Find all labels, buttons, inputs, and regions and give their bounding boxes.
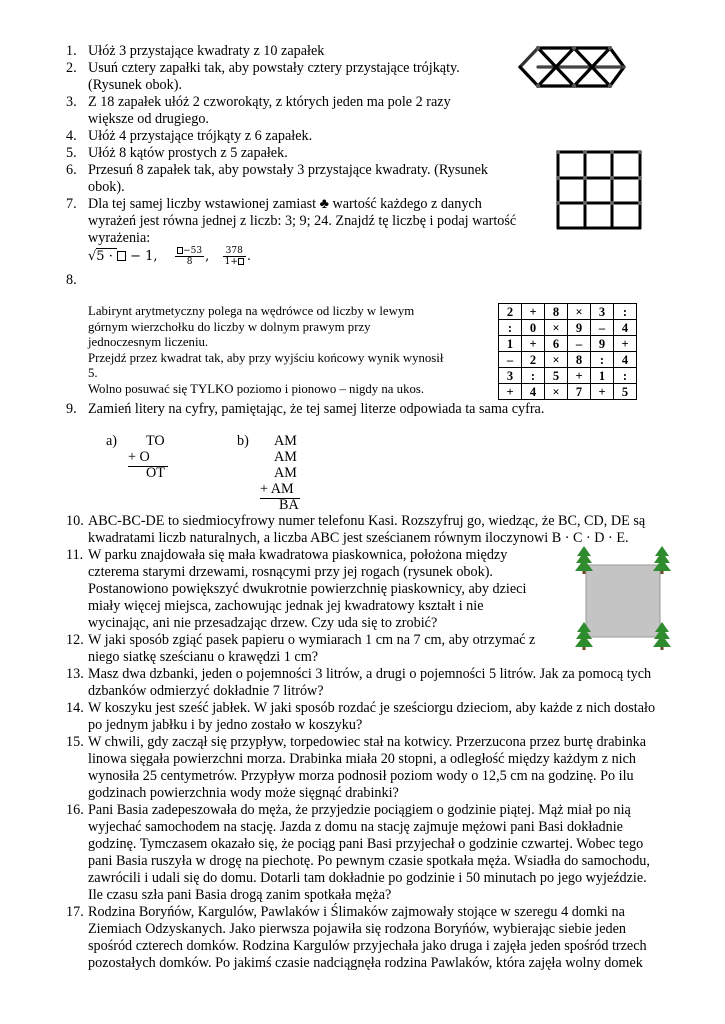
maze-cell: : bbox=[614, 304, 637, 320]
maze-cell: – bbox=[499, 352, 522, 368]
task-8-line-3: jednoczesnym liczeniu. bbox=[88, 335, 209, 349]
fraction-1: $\frac{-53}{8}$ bbox=[175, 246, 204, 267]
maze-cell: + bbox=[614, 336, 637, 352]
cryptarithm-a-label: a) bbox=[106, 433, 118, 449]
maze-cell: × bbox=[568, 304, 591, 320]
maze-cell: : bbox=[522, 368, 545, 384]
task-15-line-3: wynosiła 25 centymetrów. Przypływ morza podnosił poziom wody o 12,5 cm na godzinę. Po ilu bbox=[88, 768, 634, 784]
arithmetic-maze-table bbox=[498, 303, 637, 400]
task-17-line-2: Ziemiach Odzyskanych. Jako pierwsza pojawiła się rodzona Boryńów, wybierając siebie jeden bbox=[88, 921, 627, 937]
maze-cell: + bbox=[568, 368, 591, 384]
task-8-line-5: 5. bbox=[88, 366, 98, 380]
task-7-line-1: Dla tej samej liczby wstawionej zamiast ♣ wartość każdego z danych bbox=[88, 196, 482, 212]
matchstick-grid-figure bbox=[554, 148, 644, 232]
task-7-expressions: √5 · − 1, $\frac{-53}{8}$ , $\frac{378}{1+}$ . bbox=[88, 246, 252, 267]
maze-cell: 8 bbox=[545, 304, 568, 320]
maze-cell: 9 bbox=[568, 320, 591, 336]
maze-row bbox=[499, 368, 637, 384]
club-placeholder bbox=[117, 251, 126, 261]
task-number: 16. bbox=[66, 802, 84, 818]
maze-cell: 1 bbox=[499, 336, 522, 352]
maze-cell: 2 bbox=[499, 304, 522, 320]
task-number: 10. bbox=[66, 513, 84, 529]
task-number: 7. bbox=[66, 196, 77, 212]
task-number: 3. bbox=[66, 94, 77, 110]
maze-cell: : bbox=[614, 368, 637, 384]
maze-cell: 3 bbox=[499, 368, 522, 384]
maze-row bbox=[499, 320, 637, 336]
cryptarithm-a-result: OT bbox=[146, 465, 165, 481]
task-5-line-1: Ułóż 8 kątów prostych z 5 zapałek. bbox=[88, 145, 288, 161]
task-number: 2. bbox=[66, 60, 77, 76]
maze-cell: 4 bbox=[614, 320, 637, 336]
cryptarithm-a-row: + O bbox=[128, 449, 168, 467]
task-1-line-1: Ułóż 3 przystające kwadraty z 10 zapałek bbox=[88, 43, 325, 59]
sandbox-square bbox=[586, 565, 660, 637]
maze-row bbox=[499, 384, 637, 400]
maze-cell: × bbox=[545, 384, 568, 400]
maze-cell: 7 bbox=[568, 384, 591, 400]
tree-icon bbox=[653, 546, 671, 574]
maze-cell: + bbox=[522, 304, 545, 320]
fraction-2: $\frac{378}{1+}$ bbox=[223, 246, 246, 267]
cryptarithm-a-row: TO bbox=[146, 433, 165, 449]
task-13-line-1: Masz dwa dzbanki, jeden o pojemności 3 litrów, a drugi o pojemności 5 litrów. Jak za pomocą tych bbox=[88, 666, 652, 682]
task-number: 5. bbox=[66, 145, 77, 161]
task-8-line-1: Labirynt arytmetyczny polega na wędrówce od liczby w lewym bbox=[88, 304, 415, 318]
maze-cell: × bbox=[545, 320, 568, 336]
maze-cell: 5 bbox=[614, 384, 637, 400]
sqrt-expression: √5 · bbox=[88, 249, 126, 264]
cryptarithm-b-result: BA bbox=[279, 497, 299, 513]
task-17-line-1: Rodzina Boryńów, Kargulów, Pawlaków i Ślimaków zajmowały stojące w szeregu 4 domki na bbox=[88, 904, 625, 920]
task-8-line-6: Wolno posuwać się TYLKO poziomo i pionowo – nigdy na ukos. bbox=[88, 382, 425, 396]
tree-icon bbox=[575, 546, 593, 574]
task-11-line-1: W parku znajdowała się mała kwadratowa piaskownica, położona między bbox=[88, 547, 508, 563]
task-8-line-2: górnym wierzchołku do liczby w dolnym prawym przy bbox=[88, 320, 371, 334]
task-11-line-5: wycinając, ani nie przesadzając drzew. Czy uda się to zrobić? bbox=[88, 615, 438, 631]
task-7-line-3: wyrażenia: bbox=[88, 230, 151, 246]
task-2-line-2: (Rysunek obok). bbox=[88, 77, 183, 93]
task-14-line-1: W koszyku jest sześć jabłek. W jaki sposób rozdać je sześciorgu dzieciom, aby każde z nich dostało bbox=[88, 700, 656, 716]
task-number: 1. bbox=[66, 43, 77, 59]
task-3-line-1: Z 18 zapałek ułóż 2 czworokąty, z których jeden ma pole 2 razy bbox=[88, 94, 451, 110]
task-number: 9. bbox=[66, 401, 77, 417]
task-3-line-2: większe od drugiego. bbox=[88, 111, 209, 127]
cryptarithm-b-row: AM bbox=[274, 433, 297, 449]
maze-row bbox=[499, 352, 637, 368]
task-13-line-2: dzbanków odmierzyć dokładnie 7 litrów? bbox=[88, 683, 324, 699]
maze-cell: 2 bbox=[522, 352, 545, 368]
task-8-line-4: Przejdź przez kwadrat tak, aby przy wyjściu końcowy wynik wynosił bbox=[88, 351, 444, 365]
cryptarithm-b-label: b) bbox=[237, 433, 249, 449]
task-6-line-2: obok). bbox=[88, 179, 125, 195]
maze-cell: – bbox=[568, 336, 591, 352]
maze-cell: + bbox=[591, 384, 614, 400]
sandbox-with-trees-figure bbox=[572, 545, 674, 651]
task-16-line-4: pani Basia ruszyła w drogę na piechotę. Po pewnym czasie spotkała męża. Wsiadła do samochodu, bbox=[88, 853, 650, 869]
maze-cell: 5 bbox=[545, 368, 568, 384]
maze-cell: 6 bbox=[545, 336, 568, 352]
task-number: 4. bbox=[66, 128, 77, 144]
maze-cell: – bbox=[591, 320, 614, 336]
maze-cell: + bbox=[522, 336, 545, 352]
maze-row bbox=[499, 304, 637, 320]
task-16-line-6: Ile czasu szła pani Basia drogą zanim spotkała męża? bbox=[88, 887, 392, 903]
task-7-line-2: wyrażeń jest równa jednej z liczb: 3; 9; 24. Znajdź tę liczbę i podaj wartość bbox=[88, 213, 517, 229]
task-15-line-4: godzinach powierzchnia wody może sięgnąć drabinki? bbox=[88, 785, 399, 801]
task-number: 14. bbox=[66, 700, 84, 716]
task-number: 17. bbox=[66, 904, 84, 920]
maze-cell: : bbox=[499, 320, 522, 336]
task-12-line-2: niego siatkę sześcianu o krawędzi 1 cm? bbox=[88, 649, 319, 665]
task-15-line-1: W chwili, gdy zaczął się przypływ, torpedowiec stał na kotwicy. Przerzucona przez burtę drabinka bbox=[88, 734, 647, 750]
task-number: 8. bbox=[66, 272, 77, 288]
task-number: 15. bbox=[66, 734, 84, 750]
task-9-line-1: Zamień litery na cyfry, pamiętając, że tej samej literze odpowiada ta sama cyfra. bbox=[88, 401, 545, 417]
task-2-line-1: Usuń cztery zapałki tak, aby powstały cztery przystające trójkąty. bbox=[88, 60, 460, 76]
task-number: 13. bbox=[66, 666, 84, 682]
maze-cell: 4 bbox=[522, 384, 545, 400]
task-16-line-1: Pani Basia zadepeszowała do męża, że przyjedzie pociągiem o godzinie piątej. Mąż miał po nią bbox=[88, 802, 631, 818]
maze-cell: 3 bbox=[591, 304, 614, 320]
task-11-line-4: miały więcej miejsca, zachowując jednak jej kwadratowy kształt i nie bbox=[88, 598, 484, 614]
maze-cell: 4 bbox=[614, 352, 637, 368]
task-10-line-2: kwadratami liczb naturalnych, a liczba ABC jest sześcianem równym iloczynowi B · C · D · E. bbox=[88, 530, 629, 546]
maze-cell: 1 bbox=[591, 368, 614, 384]
task-17-line-4: pozostałych domków. Po jakimś czasie nadciągnęła rodzina Pawlaków, która zajęła wolny domek bbox=[88, 955, 643, 971]
cryptarithm-b-row: AM bbox=[274, 449, 297, 465]
task-15-line-2: linowa sięgała powierzchni morza. Drabinka miała 20 stopni, a odległość między każdym z nich bbox=[88, 751, 637, 767]
cryptarithm-b-row: + AM bbox=[260, 481, 300, 499]
maze-cell: + bbox=[499, 384, 522, 400]
matchstick-triangles-figure bbox=[516, 46, 628, 88]
task-16-line-2: wyjechać samochodem na stację. Jazda z domu na stację zajmuje mężowi pani Basi dokładnie bbox=[88, 819, 623, 835]
task-16-line-3: godzinę. Tymczasem okazało się, że pociąg pani Basi przyjechał o godzinie czwartej. Wobec tego bbox=[88, 836, 644, 852]
task-17-line-3: spośród czterech domków. Rodzina Kargulów przyjechała jako druga i zajęła jeden spośród trzech bbox=[88, 938, 647, 954]
task-12-line-1: W jaki sposób zgiąć pasek papieru o wymiarach 1 cm na 7 cm, aby otrzymać z bbox=[88, 632, 536, 648]
maze-cell: 0 bbox=[522, 320, 545, 336]
task-11-line-2: czterema starymi drzewami, rosnącymi przy jej rogach (rysunek obok). bbox=[88, 564, 493, 580]
task-14-line-2: po jednym jabłku i by jedno zostało w koszyku? bbox=[88, 717, 363, 733]
maze-cell: × bbox=[545, 352, 568, 368]
task-16-line-5: zawrócili i udali się do domu. Dotarli tam dokładnie po godzinie i 50 minutach po jego wyjeździe. bbox=[88, 870, 647, 886]
maze-cell: 8 bbox=[568, 352, 591, 368]
maze-cell: : bbox=[591, 352, 614, 368]
cryptarithm-b-row: AM bbox=[274, 465, 297, 481]
maze-row bbox=[499, 336, 637, 352]
task-10-line-1: ABC-BC-DE to siedmiocyfrowy numer telefonu Kasi. Rozszyfruj go, wiedząc, że BC, CD, DE są bbox=[88, 513, 646, 529]
task-6-line-1: Przesuń 8 zapałek tak, aby powstały 3 przystające kwadraty. (Rysunek bbox=[88, 162, 488, 178]
task-number: 11. bbox=[66, 547, 84, 563]
maze-cell: 9 bbox=[591, 336, 614, 352]
task-4-line-1: Ułóż 4 przystające trójkąty z 6 zapałek. bbox=[88, 128, 313, 144]
task-11-line-3: Postanowiono powiększyć dwukrotnie powierzchnię piaskownicy, aby dzieci bbox=[88, 581, 527, 597]
task-number: 12. bbox=[66, 632, 84, 648]
task-number: 6. bbox=[66, 162, 77, 178]
